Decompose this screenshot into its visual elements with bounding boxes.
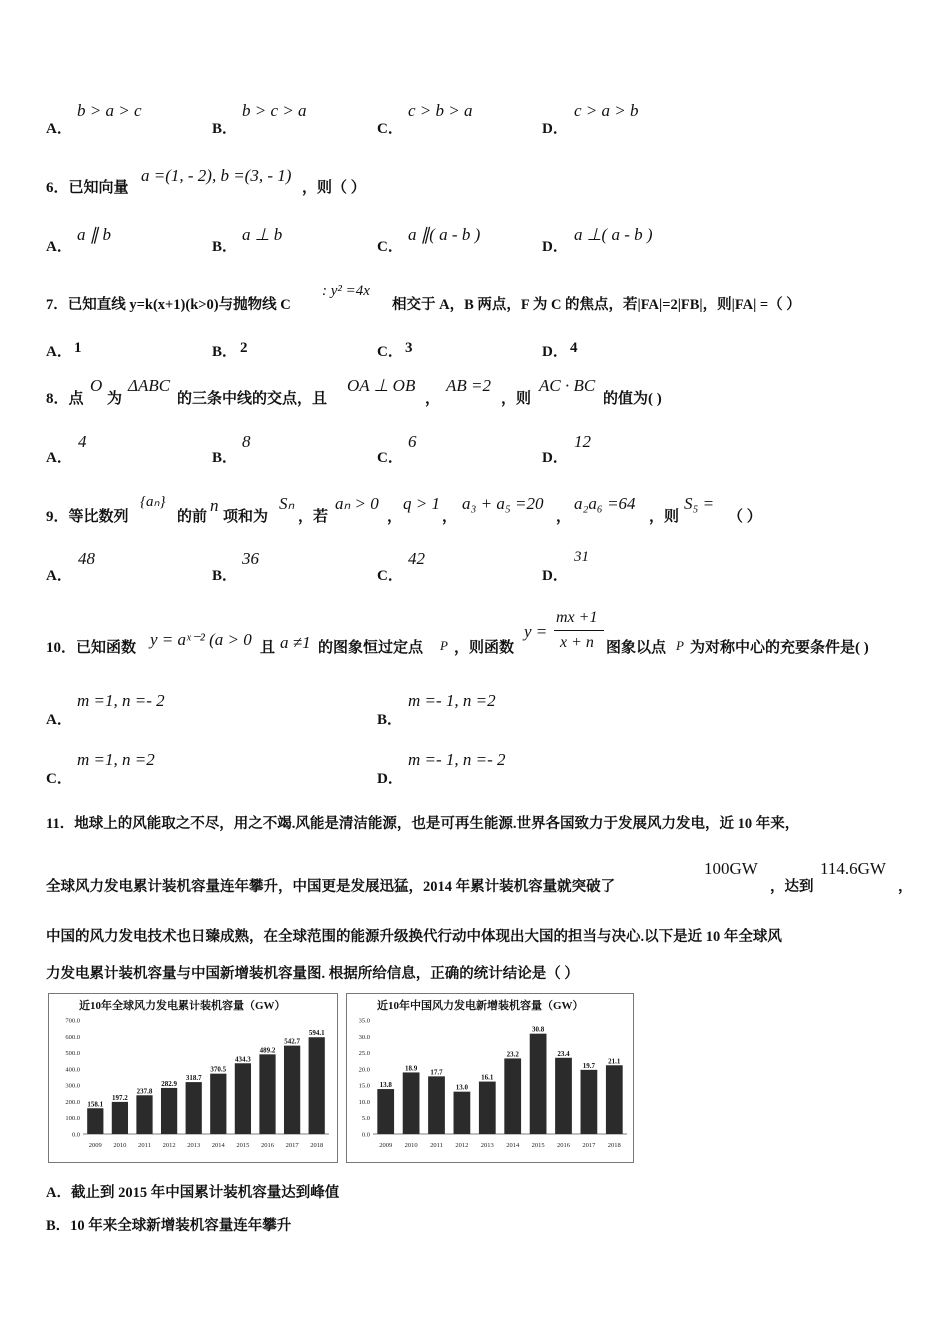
q5-option-b-letter: B．: [212, 121, 238, 137]
x-tick-label: 2014: [211, 1142, 225, 1149]
q11-line2c: ，: [898, 879, 913, 895]
x-tick-label: 2010: [404, 1142, 418, 1149]
q8-option-d-letter: D．: [542, 450, 568, 466]
q9-m7: a₂a₆ =64: [574, 494, 636, 513]
x-tick-label: 2014: [506, 1142, 520, 1149]
q10-m2: a ≠1: [280, 633, 311, 652]
x-tick-label: 2011: [430, 1142, 443, 1149]
bar-value-label: 17.7: [430, 1068, 443, 1077]
y-tick-label: 300.0: [65, 1082, 80, 1090]
q7-stem-math: : y² =4x: [322, 283, 370, 299]
q9-m6: a₃ + a₅ =20: [462, 494, 544, 513]
x-tick-label: 2018: [607, 1142, 621, 1149]
bar-value-label: 16.1: [481, 1073, 494, 1082]
y-tick-label: 600.0: [65, 1033, 80, 1041]
q10-option-a-expr: m =1, n =- 2: [77, 691, 165, 710]
q8-p2: 为: [107, 391, 123, 407]
q10-p3: 的图象恒过定点: [318, 640, 424, 656]
bar-value-label: 30.8: [531, 1025, 545, 1034]
bar-value-label: 13.8: [379, 1081, 392, 1090]
bar: [504, 1058, 521, 1134]
q5-option-d-letter: D．: [542, 121, 568, 137]
y-tick-label: 15.0: [358, 1082, 370, 1090]
q8-option-c-letter: C．: [377, 450, 403, 466]
x-tick-label: 2012: [162, 1142, 176, 1149]
x-tick-label: 2013: [187, 1142, 201, 1149]
bar: [259, 1054, 275, 1134]
q8-m4: AB =2: [446, 376, 491, 395]
q11-option-a: A．截止到 2015 年中国累计装机容量达到峰值: [46, 1185, 340, 1201]
q10-m5: P: [676, 638, 684, 653]
q9-p6: ，: [442, 509, 458, 525]
bar: [186, 1082, 202, 1134]
q10-p2: 且: [260, 640, 276, 656]
q8-p4: ，: [425, 391, 441, 407]
q10-frac-numerator: mx +1: [556, 609, 598, 626]
x-tick-label: 2017: [582, 1142, 596, 1149]
x-tick-label: 2013: [480, 1142, 494, 1149]
q7-option-b-letter: B．: [212, 344, 238, 360]
bar: [161, 1088, 177, 1134]
q10-m1: y = aˣ⁻² (a > 0: [150, 630, 252, 649]
x-tick-label: 2011: [138, 1142, 151, 1149]
q8-option-b-letter: B．: [212, 450, 238, 466]
q8-m2: ΔABC: [128, 376, 171, 395]
y-tick-label: 20.0: [358, 1066, 370, 1074]
q5-option-b-expr: b > c > a: [242, 101, 307, 120]
q7-option-b-expr: 2: [240, 340, 248, 356]
bar: [454, 1092, 471, 1134]
q10-m3: P: [440, 638, 448, 653]
bar-value-label: 237.8: [136, 1087, 153, 1096]
q8-option-b-expr: 8: [242, 432, 251, 451]
q9-option-c-letter: C．: [377, 568, 403, 584]
bar-value-label: 282.9: [161, 1079, 177, 1088]
bar-value-label: 158.1: [87, 1100, 104, 1109]
q9-p3: 项和为: [223, 509, 269, 525]
x-tick-label: 2010: [113, 1142, 127, 1149]
x-tick-label: 2018: [310, 1142, 324, 1149]
q9-p4: ，若: [298, 509, 329, 525]
y-tick-label: 30.0: [358, 1033, 370, 1041]
x-tick-label: 2009: [88, 1142, 102, 1149]
bar: [428, 1076, 445, 1134]
q10-option-b-letter: B．: [377, 712, 403, 728]
bar-value-label: 489.2: [259, 1046, 276, 1055]
q10-frac-denominator: x + n: [560, 634, 594, 651]
q10-option-b-expr: m =- 1, n =2: [408, 691, 496, 710]
q8-p1: 8．点: [46, 391, 84, 407]
bar: [555, 1058, 572, 1134]
bar-value-label: 542.7: [284, 1037, 300, 1046]
q8-m3: OA ⊥ OB: [347, 376, 416, 395]
bar: [530, 1034, 547, 1134]
bar: [479, 1082, 496, 1134]
y-tick-label: 35.0: [358, 1017, 370, 1025]
bar-value-label: 19.7: [582, 1061, 596, 1070]
q10-p5: 图象以点: [606, 640, 667, 656]
q6-stem-prefix: 6．已知向量: [46, 180, 129, 196]
bar: [284, 1046, 300, 1134]
q8-option-c-expr: 6: [408, 432, 417, 451]
bar: [403, 1072, 420, 1134]
q9-m5: q > 1: [403, 494, 440, 513]
q7-option-c-letter: C．: [377, 344, 403, 360]
q5-option-c-letter: C．: [377, 121, 403, 137]
q9-m2: n: [210, 496, 219, 515]
y-tick-label: 100.0: [65, 1115, 80, 1123]
y-tick-label: 0.0: [71, 1131, 80, 1139]
q6-option-b-expr: a ⊥ b: [242, 225, 283, 244]
y-tick-label: 400.0: [65, 1066, 80, 1074]
bar: [87, 1108, 103, 1134]
bar-value-label: 318.7: [185, 1074, 202, 1083]
q10-p6: 为对称中心的充要条件是( ): [690, 640, 869, 656]
q9-option-d-expr: 31: [574, 549, 589, 565]
q9-option-d-letter: D．: [542, 568, 568, 584]
x-tick-label: 2015: [531, 1142, 545, 1149]
global-capacity-chart: [48, 993, 338, 1163]
q5-option-a-letter: A．: [46, 121, 72, 137]
bar-value-label: 434.3: [235, 1055, 251, 1064]
q9-p2: 的前: [177, 509, 208, 525]
q6-option-b-letter: B．: [212, 239, 238, 255]
q5-option-c-expr: c > b > a: [408, 101, 473, 120]
q8-option-d-expr: 12: [574, 432, 591, 451]
bar-value-label: 23.2: [506, 1050, 519, 1059]
q9-option-a-letter: A．: [46, 568, 72, 584]
bar-value-label: 21.1: [608, 1057, 621, 1066]
x-tick-label: 2016: [557, 1142, 570, 1149]
q6-option-a-letter: A．: [46, 239, 72, 255]
q11-line3: 中国的风力发电技术也日臻成熟，在全球范围的能源升级换代行动中体现出大国的担当与决心.以下是近 10 年全球风: [46, 929, 782, 945]
q7-option-a-letter: A．: [46, 344, 72, 360]
q6-option-d-letter: D．: [542, 239, 568, 255]
q7-option-c-expr: 3: [405, 340, 413, 356]
q10-p1: 10．已知函数: [46, 640, 137, 656]
q9-option-b-letter: B．: [212, 568, 238, 584]
q10-fraction-bar: [554, 630, 604, 631]
q5-option-d-expr: c > a > b: [574, 101, 639, 120]
q9-m3: Sₙ: [279, 494, 295, 513]
q11-line2a: 全球风力发电累计装机容量连年攀升，中国更是发展迅猛，2014 年累计装机容量就突破了: [46, 879, 616, 895]
x-tick-label: 2017: [285, 1142, 299, 1149]
q6-option-c-expr: a ∥( a - b ): [408, 225, 481, 244]
q9-p1: 9．等比数列: [46, 509, 129, 525]
y-tick-label: 500.0: [65, 1050, 80, 1058]
bar: [606, 1065, 623, 1134]
q11-option-b: B．10 年来全球新增装机容量连年攀升: [46, 1218, 292, 1234]
y-tick-label: 5.0: [361, 1115, 370, 1123]
q10-frac-lhs: y =: [524, 622, 548, 641]
q11-line2-math2: 114.6GW: [820, 859, 886, 878]
q8-p6: 的值为( ): [603, 391, 662, 407]
q10-option-d-letter: D．: [377, 771, 403, 787]
q9-p5: ，: [387, 509, 403, 525]
bar-value-label: 370.5: [210, 1065, 227, 1074]
q8-option-a-expr: 4: [78, 432, 87, 451]
q9-p9: （ ）: [728, 509, 762, 525]
q5-option-a-expr: b > a > c: [77, 101, 142, 120]
x-tick-label: 2016: [261, 1142, 274, 1149]
bar-value-label: 13.0: [455, 1083, 469, 1092]
y-tick-label: 200.0: [65, 1098, 80, 1106]
y-tick-label: 0.0: [361, 1131, 370, 1139]
q7-option-a-expr: 1: [74, 340, 82, 356]
x-tick-label: 2009: [379, 1142, 393, 1149]
x-tick-label: 2015: [236, 1142, 250, 1149]
q11-line2b: ，达到: [770, 879, 814, 895]
q8-m1: O: [90, 376, 103, 395]
bar: [136, 1095, 152, 1134]
bar-value-label: 23.4: [557, 1049, 570, 1058]
q10-option-a-letter: A．: [46, 712, 72, 728]
bar-value-label: 197.2: [112, 1093, 128, 1102]
bar: [377, 1089, 394, 1134]
china-chart-plot: [347, 994, 633, 1162]
q7-stem-b: 相交于 A，B 两点，F 为 C 的焦点，若|FA|=2|FB|，则|FA| =（ ）: [392, 297, 801, 313]
china-new-capacity-chart: [346, 993, 634, 1163]
global-chart-title: 近10年全球风力发电累计装机容量（GW）: [79, 1000, 286, 1012]
q6-stem-math: a =(1, - 2), b =(3, - 1): [141, 166, 292, 185]
q6-option-a-expr: a ∥ b: [77, 225, 111, 244]
q9-p8: ，则: [649, 509, 680, 525]
bar: [112, 1102, 128, 1134]
bar: [235, 1063, 251, 1134]
q6-option-c-letter: C．: [377, 239, 403, 255]
bar-value-label: 18.9: [404, 1064, 418, 1073]
q10-p4: ，则函数: [454, 640, 515, 656]
y-tick-label: 700.0: [65, 1017, 80, 1025]
q7-option-d-letter: D．: [542, 344, 568, 360]
q10-option-c-expr: m =1, n =2: [77, 750, 155, 769]
q8-option-a-letter: A．: [46, 450, 72, 466]
q6-option-d-expr: a ⊥( a - b ): [574, 225, 653, 244]
q9-p7: ，: [556, 509, 572, 525]
bar: [581, 1070, 598, 1134]
q10-option-d-expr: m =- 1, n =- 2: [408, 750, 506, 769]
q7-option-d-expr: 4: [570, 340, 578, 356]
y-tick-label: 10.0: [358, 1098, 370, 1106]
q11-line2-math1: 100GW: [704, 859, 758, 878]
q6-stem-suffix: ，则（ ）: [302, 180, 366, 196]
q9-option-b-expr: 36: [242, 549, 259, 568]
bar-value-label: 594.1: [308, 1029, 325, 1038]
q11-line1: 11．地球上的风能取之不尽，用之不竭.风能是清洁能源，也是可再生能源.世界各国致力于发展风力发电，近 10 年来，: [46, 816, 800, 832]
bar: [309, 1037, 325, 1134]
x-tick-label: 2012: [455, 1142, 469, 1149]
q9-option-c-expr: 42: [408, 549, 425, 568]
q8-m5: AC · BC: [539, 376, 596, 395]
global-chart-plot: [49, 994, 337, 1162]
q9-option-a-expr: 48: [78, 549, 95, 568]
q9-m8: S₅ =: [684, 494, 715, 513]
y-tick-label: 25.0: [358, 1050, 370, 1058]
q10-option-c-letter: C．: [46, 771, 72, 787]
q8-p3: 的三条中线的交点，且: [177, 391, 328, 407]
q8-p5: ，则: [501, 391, 532, 407]
q9-m4: aₙ > 0: [335, 494, 379, 513]
bar: [210, 1074, 226, 1134]
q11-line4: 力发电累计装机容量与中国新增装机容量图. 根据所给信息，正确的统计结论是（ ）: [46, 966, 579, 982]
china-chart-title: 近10年中国风力发电新增装机容量（GW）: [377, 1000, 584, 1012]
q7-stem-a: 7．已知直线 y=k(x+1)(k>0)与抛物线 C: [46, 297, 291, 313]
q9-m1: {aₙ}: [140, 494, 166, 510]
